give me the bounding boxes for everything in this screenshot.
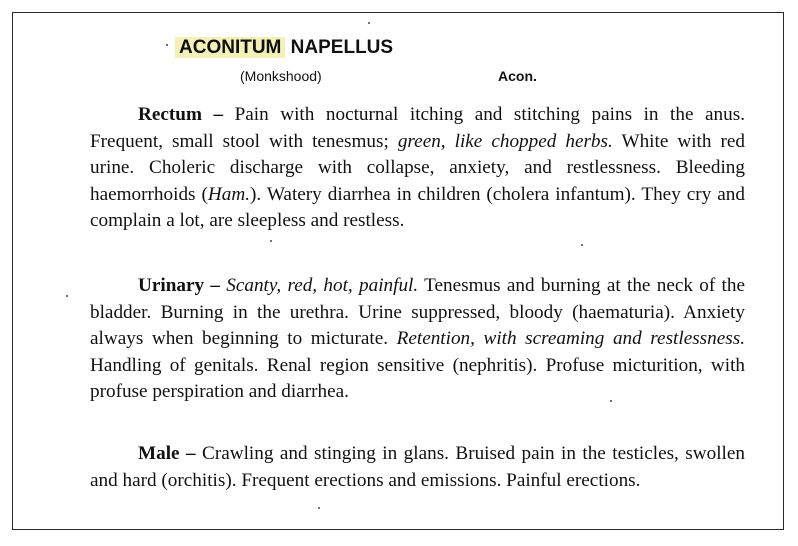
scan-speck [581,244,583,246]
section-heading: Urinary – [138,275,220,296]
section-text: Crawling and stinging in glans. Bruised pain in the testicles, swollen and hard (orchitis). Frequent erections and emissions. Painful erections. [90,443,745,491]
section-rectum [90,102,745,235]
section-male [90,441,745,494]
section-heading: Rectum – [138,104,224,125]
scan-speck [66,295,68,297]
section-text: Pain with nocturnal itching and stitching pains in the anus. Frequent, small stool with tenesmus; [90,104,745,152]
remedy-common-name: (Monkshood) [240,68,322,84]
scan-speck [270,240,272,242]
scan-speck [368,22,370,24]
remedy-title-secondary: NAPELLUS [290,37,394,58]
section-urinary [90,273,745,406]
section-text: Tenesmus and burning at the neck of the bladder. Burning in the urethra. Urine suppressed, bloody (haematuria). Anxiety always when beginning to micturate. [90,275,745,349]
section-text-italic: green, like chopped herbs. [397,130,613,152]
section-heading: Male – [138,443,196,464]
remedy-title [175,37,393,59]
section-text: ). Watery diarrhea in children (cholera infantum). They cry and complain a lot, are sleepless and restless. [90,183,745,231]
section-text: White with red urine. Choleric discharge with collapse, anxiety, and restlessness. Bleeding haemorrhoids ( [90,130,745,205]
section-text: Handling of genitals. Renal region sensitive (nephritis). Profuse micturition, with profuse perspiration and diarrhea. [90,354,745,402]
section-text-italic: Scanty, red, hot, painful. [219,275,419,296]
scan-speck [166,44,168,46]
section-text-italic: Retention, with screaming and restlessness. [396,328,745,349]
section-text-italic: Ham. [207,183,251,205]
scan-speck [318,507,320,509]
remedy-title-primary: ACONITUM [175,37,285,58]
remedy-abbreviation: Acon. [498,68,537,84]
